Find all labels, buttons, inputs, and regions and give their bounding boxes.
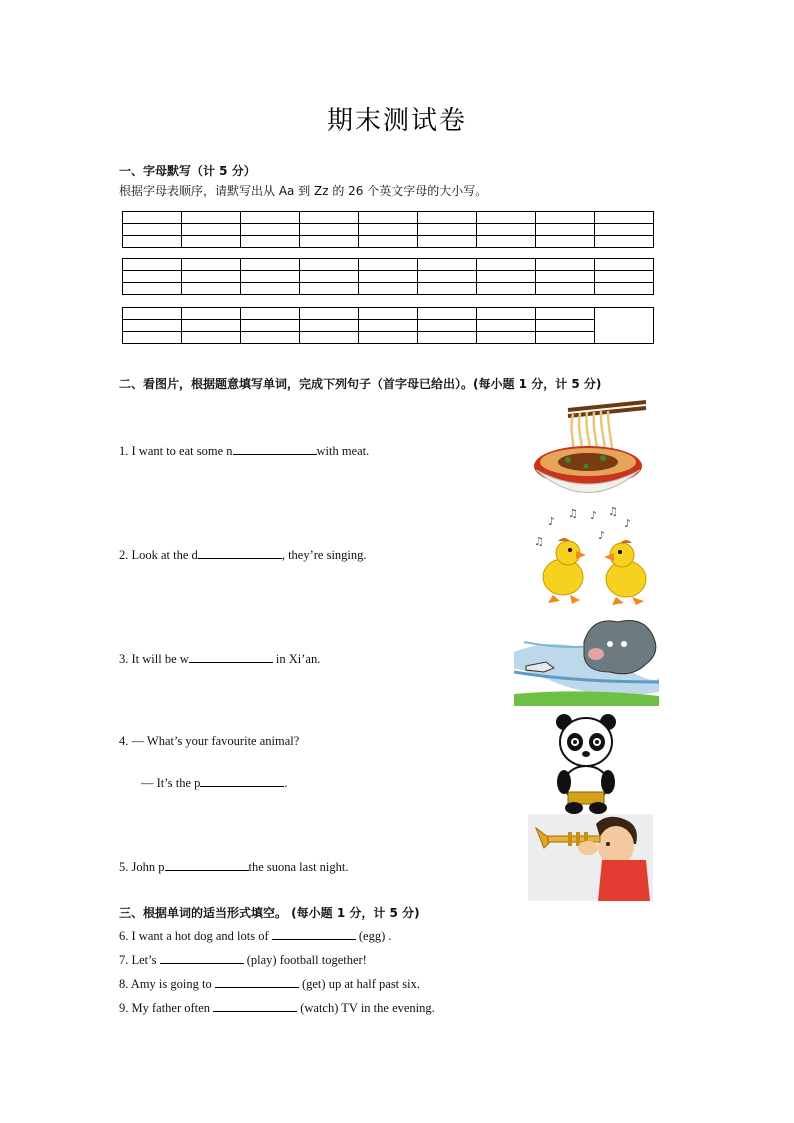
singing-ducks-icon [528,505,658,607]
q6-blank[interactable] [272,928,356,940]
panda-icon [554,712,618,814]
question-7 [119,952,367,968]
trumpet-boy-icon [528,814,653,901]
q9-prefix: 9. My father often [119,1001,214,1015]
section1-heading: 一、字母默写（计 5 分） [119,164,256,178]
question-4b [141,775,288,791]
q4-prefix: — It’s the p [141,776,201,790]
question-8 [119,976,420,992]
svg-text:♪: ♪ [590,509,598,522]
question-6 [119,928,392,944]
q9-blank[interactable] [213,1000,297,1012]
q8-suffix: (get) up at half past six. [298,977,420,991]
letter-grid-2[interactable] [122,258,654,295]
question-2 [119,547,367,563]
q8-blank[interactable] [215,976,299,988]
letter-grid-3[interactable] [122,307,654,344]
q3-blank[interactable] [189,651,273,663]
svg-text:♪: ♪ [548,515,556,528]
question-3 [119,651,320,667]
svg-text:♫: ♫ [534,535,544,548]
svg-text:♫: ♫ [568,507,578,520]
section3-heading: 三、根据单词的适当形式填空。 (每小题 1 分，计 5 分) [119,906,420,920]
svg-text:♫: ♫ [608,505,618,518]
page-title: 期末测试卷 [326,106,467,136]
q6-suffix: (egg) . [355,929,392,943]
section2-heading: 二、看图片，根据题意填写单词，完成下列句子（首字母已给出）。(每小题 1 分，计 5 分) [119,377,602,391]
svg-text:♪: ♪ [598,529,606,542]
q7-suffix: (play) football together! [243,953,367,967]
q3-prefix: 3. It will be w [119,652,189,666]
q1-prefix: 1. I want to eat some n [119,444,233,458]
windy-cloud-icon [514,612,659,706]
letter-grid-1[interactable] [122,211,654,248]
question-1 [119,443,369,459]
question-5 [119,859,349,875]
q5-suffix: the suona last night. [248,860,349,874]
q1-suffix: with meat. [316,444,370,458]
question-4a: 4. — What’s your favourite animal? [119,734,300,748]
q4-suffix: . [284,776,288,790]
q4-blank[interactable] [200,775,284,787]
q2-prefix: 2. Look at the d [119,548,198,562]
q8-prefix: 8. Amy is going to [119,977,215,991]
section1-instruction: 根据字母表顺序，请默写出从 Aa 到 Zz 的 26 个英文字母的大小写。 [119,184,488,198]
question-9 [119,1000,435,1016]
q5-blank[interactable] [165,859,249,871]
q2-blank[interactable] [198,547,282,559]
q6-prefix: 6. I want a hot dog and lots of [119,929,272,943]
q9-suffix: (watch) TV in the evening. [297,1001,435,1015]
q7-prefix: 7. Let’s [119,953,160,967]
q7-blank[interactable] [160,952,244,964]
q3-suffix: in Xi’an. [272,652,321,666]
svg-text:♪: ♪ [624,517,632,530]
q2-suffix: , they’re singing. [281,548,367,562]
noodle-bowl-icon [528,400,648,506]
q1-blank[interactable] [233,443,317,455]
q5-prefix: 5. John p [119,860,165,874]
